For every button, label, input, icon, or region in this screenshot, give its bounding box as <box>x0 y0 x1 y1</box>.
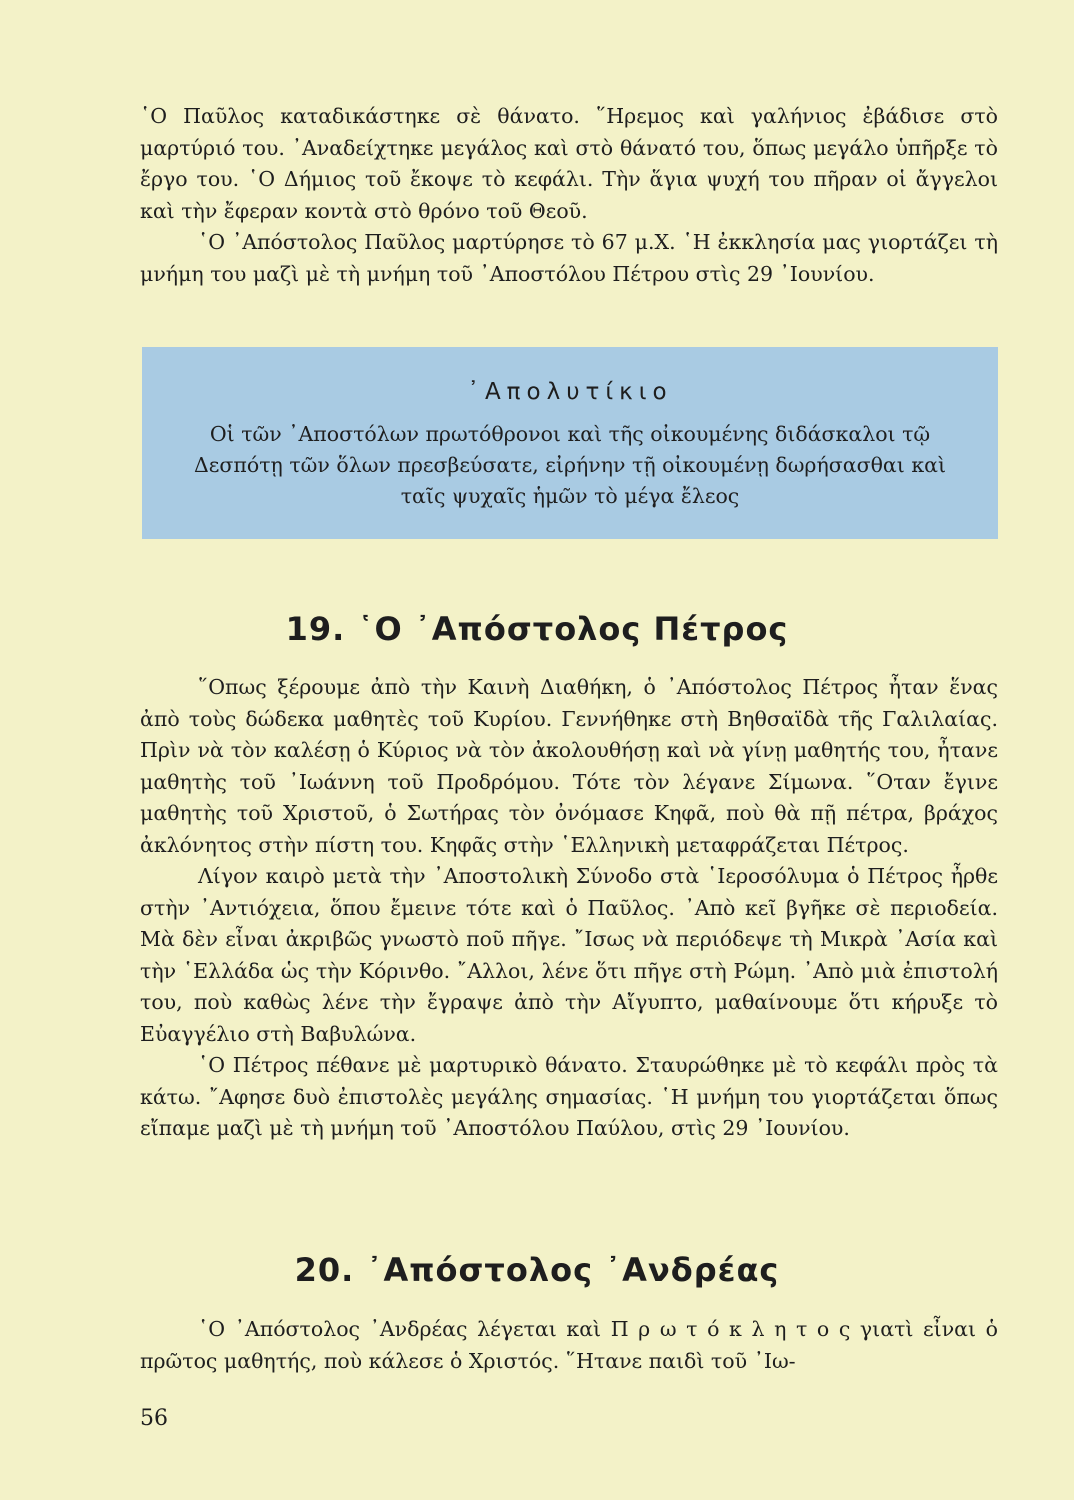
section-19-paragraph: Λίγον καιρὸ μετὰ τὴν ᾿Αποστολικὴ Σύνοδο στὰ ῾Ιεροσόλυμα ὁ Πέτρος ἦρθε στὴν ᾿Αντιόχεια, ὅπου ἔμεινε τότε καὶ ὁ Παῦλος. ᾿Απὸ κεῖ βγῆκε σὲ περιοδεία. Μὰ δὲν εἶναι ἀκριβῶς γνωστὸ ποῦ πῆγε. ῎Ισως νὰ περιόδεψε τὴ Μικρὰ ᾿Ασία καὶ τὴν ῾Ελλάδα ὡς τὴν Κόρινθο. ῎Αλλοι, λένε ὅτι πῆγε στὴ Ρώμη. ᾿Απὸ μιὰ ἐπιστολή του, ποὺ καθὼς λένε τὴν ἔγραψε ἀπὸ τὴν Αἴγυπτο, μαθαίνουμε ὅτι κήρυξε τὸ Εὐαγγέλιο στὴ Βαβυλώνα. <box>140 864 998 1046</box>
intro-paragraph: ῾Ο Παῦλος καταδικάστηκε σὲ θάνατο. ῞Ηρεμος καὶ γαλήνιος ἐβάδισε στὸ μαρτύριό του. ᾿Αναδείχτηκε μεγάλος καὶ στὸ θάνατό του, ὅπως μεγάλο ὑπῆρξε τὸ ἔργο του. ῾Ο Δήμιος τοῦ ἔκοψε τὸ κεφάλι. Τὴν ἅγια ψυχή του πῆραν οἱ ἄγγελοι καὶ τὴν ἔφεραν κοντὰ στὸ θρόνο τοῦ Θεοῦ. <box>140 104 998 223</box>
section-19-paragraph: ῞Οπως ξέρουμε ἀπὸ τὴν Καινὴ Διαθήκη, ὁ ᾿Απόστολος Πέτρος ἦταν ἕνας ἀπὸ τοὺς δώδεκα μαθητὲς τοῦ Κυρίου. Γεννήθηκε στὴ Βηθσαϊδὰ τῆς Γαλιλαίας. Πρὶν νὰ τὸν καλέσῃ ὁ Κύριος νὰ τὸν ἀκολουθήσῃ καὶ νὰ γίνῃ μαθητής του, ἦτανε μαθητὴς τοῦ ᾿Ιωάννη τοῦ Προδρόμου. Τότε τὸν λέγανε Σίμωνα. ῞Οταν ἔγινε μαθητὴς τοῦ Χριστοῦ, ὁ Σωτήρας τὸν ὀνόμασε Κηφᾶ, ποὺ θὰ πῇ πέτρα, βράχος ἀκλόνητος στὴν πίστη του. Κηφᾶς στὴν ῾Ελληνικὴ μεταφράζεται Πέτρος. <box>140 675 998 857</box>
apolytikio-text: Οἱ τῶν ᾿Αποστόλων πρωτόθρονοι καὶ τῆς οἰκουμένης διδάσκαλοι τῷ Δεσπότῃ τῶν ὅλων πρεσβεύσατε, εἰρήνην τῇ οἰκουμένῃ δωρήσασθαι καὶ ταῖς ψυχαῖς ἡμῶν τὸ μέγα ἔλεος <box>193 422 947 508</box>
section-19-text <box>140 672 998 1145</box>
section-19-paragraph: ῾Ο Πέτρος πέθανε μὲ μαρτυρικὸ θάνατο. Σταυρώθηκε μὲ τὸ κεφάλι πρὸς τὰ κάτω. ῎Αφησε δυὸ ἐπιστολὲς μεγάλης σημασίας. ῾Η μνήμη του γιορτάζεται ὅπως εἴπαμε μαζὶ μὲ τὴ μνήμη τοῦ ᾿Αποστόλου Παύλου, στὶς 29 ᾿Ιουνίου. <box>140 1053 998 1140</box>
intro-paragraph: ῾Ο ᾿Απόστολος Παῦλος μαρτύρησε τὸ 67 μ.Χ. ῾Η ἐκκλησία μας γιορτάζει τὴ μνήμη του μαζὶ μὲ τὴ μνήμη τοῦ ᾿Αποστόλου Πέτρου στὶς 29 ᾿Ιουνίου. <box>140 230 998 286</box>
apolytikio-title: ᾿Απολυτίκιο <box>467 379 673 405</box>
section-20-paragraph: ῾Ο ᾿Απόστολος ᾿Ανδρέας λέγεται καὶ Π ρ ω τ ό κ λ η τ ο ς γιατὶ εἶναι ὁ πρῶτος μαθητής, ποὺ κάλεσε ὁ Χριστός. ῞Ητανε παιδὶ τοῦ ᾿Ιω- <box>140 1317 998 1373</box>
section-20-text <box>140 1314 998 1377</box>
intro-text <box>140 101 998 290</box>
section-20-heading: 20. ᾿Απόστολος ᾿Ανδρέας <box>294 1251 780 1289</box>
section-19-heading: 19. ῾Ο ᾿Απόστολος Πέτρος <box>285 610 789 648</box>
apolytikio-box <box>142 347 998 539</box>
page-number: 56 <box>140 1406 168 1431</box>
